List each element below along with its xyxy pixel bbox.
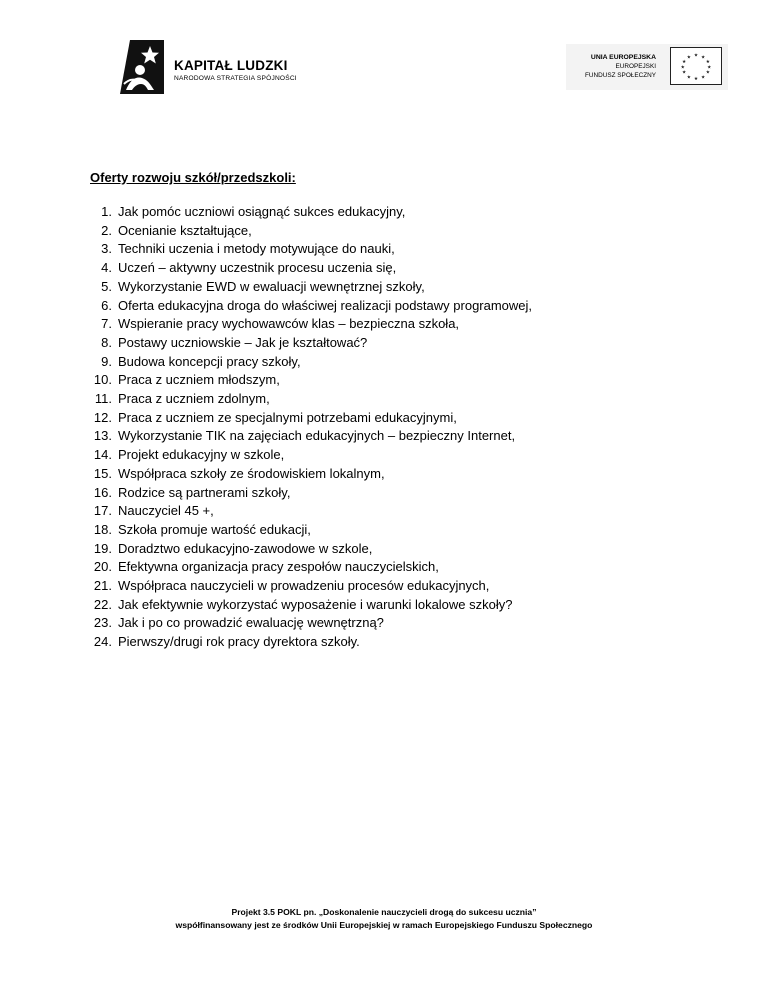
list-item-number: 2. — [101, 222, 112, 238]
list-item-text: Rodzice są partnerami szkoły, — [118, 484, 291, 500]
list-item-text: Wykorzystanie EWD w ewaluacji wewnętrznej szkoły, — [118, 278, 425, 294]
svg-text:★: ★ — [700, 55, 706, 61]
list-item-text: Praca z uczniem zdolnym, — [118, 391, 270, 407]
svg-text:★: ★ — [682, 70, 687, 76]
list-item-text: Wspieranie pracy wychowawców klas – bezpieczna szkoła, — [118, 316, 460, 332]
list-item-number: 10. — [93, 372, 112, 388]
list-item — [90, 484, 532, 503]
list-item — [90, 297, 532, 316]
list-item-text: Wykorzystanie TIK na zajęciach edukacyjnych – bezpieczny Internet, — [118, 428, 516, 444]
list-item — [90, 222, 532, 241]
list-item — [90, 577, 532, 596]
list-item — [90, 240, 532, 259]
kapital-ludzki-title: KAPITAŁ LUDZKI — [174, 58, 288, 73]
page-footer — [0, 906, 768, 932]
list-item-text: Efektywna organizacja pracy zespołów nauczycielskich, — [118, 559, 439, 575]
list-item-text: Ocenianie kształtujące, — [118, 222, 252, 238]
list-item-number: 16. — [93, 484, 112, 500]
eu-flag-icon — [670, 47, 722, 85]
list-item-number: 5. — [101, 278, 112, 294]
list-item-number: 11. — [94, 391, 112, 407]
list-item-number: 6. — [101, 297, 112, 313]
list-item-number: 19. — [93, 540, 112, 556]
list-item-number: 1. — [101, 204, 112, 219]
svg-text:★: ★ — [693, 53, 699, 59]
svg-text:★: ★ — [707, 65, 712, 71]
footer-line-2: współfinansowany jest ze środków Unii Europejskiej w ramach Europejskiego Funduszu Społecznego — [175, 920, 593, 930]
list-item-text: Uczeń – aktywny uczestnik procesu uczenia się, — [118, 260, 397, 276]
list-item — [90, 334, 532, 353]
kapital-ludzki-subtitle: NARODOWA STRATEGIA SPÓJNOŚCI — [174, 75, 297, 82]
list-item-text: Jak pomóc uczniowi osiągnąć sukces edukacyjny, — [118, 204, 406, 219]
list-item — [90, 614, 532, 633]
list-item — [90, 465, 532, 484]
list-item-text: Postawy uczniowskie – Jak je kształtować? — [118, 334, 368, 350]
svg-text:★: ★ — [682, 60, 687, 66]
list-item-number: 13. — [93, 428, 112, 444]
eu-line1: UNIA EUROPEJSKA — [590, 54, 656, 61]
eu-fund-text — [585, 53, 656, 80]
list-item-text: Jak efektywnie wykorzystać wyposażenie i warunki lokalowe szkoły? — [118, 596, 513, 612]
list-item-text: Współpraca szkoły ze środowiskiem lokalnym, — [118, 465, 385, 481]
list-item — [90, 427, 532, 446]
list-item — [90, 315, 532, 334]
svg-text:★: ★ — [693, 77, 699, 83]
list-item-number: 22. — [93, 596, 112, 612]
eu-fund-logo — [566, 44, 728, 90]
list-item-number: 8. — [101, 334, 112, 350]
list-item-text: Projekt edukacyjny w szkole, — [118, 447, 285, 463]
svg-text:★: ★ — [705, 60, 710, 66]
footer-line-1: Projekt 3.5 POKL pn. „Doskonalenie nauczycieli drogą do sukcesu ucznia” — [231, 907, 537, 917]
list-item-text: Techniki uczenia i metody motywujące do nauki, — [118, 241, 395, 257]
list-item — [90, 390, 532, 409]
section-title: Oferty rozwoju szkół/przedszkoli: — [90, 170, 296, 185]
list-item-number: 4. — [101, 260, 112, 276]
list-item-number: 18. — [93, 521, 112, 537]
kapital-ludzki-icon — [120, 40, 164, 94]
eu-line2: EUROPEJSKI — [615, 63, 656, 70]
list-item-text: Współpraca nauczycieli w prowadzeniu procesów edukacyjnych, — [118, 578, 490, 594]
list-item — [90, 502, 532, 521]
list-item — [90, 203, 532, 222]
offer-list — [90, 203, 532, 652]
list-item-text: Budowa koncepcji pracy szkoły, — [118, 353, 301, 369]
list-item-number: 12. — [93, 409, 112, 425]
list-item — [90, 371, 532, 390]
list-item — [90, 259, 532, 278]
svg-text:★: ★ — [680, 65, 685, 71]
list-item — [90, 521, 532, 540]
svg-text:★: ★ — [705, 70, 710, 76]
list-item — [90, 278, 532, 297]
eu-line3: FUNDUSZ SPOŁECZNY — [584, 72, 656, 79]
list-item — [90, 409, 532, 428]
list-item-text: Praca z uczniem młodszym, — [118, 372, 280, 388]
kapital-ludzki-logo — [120, 40, 320, 98]
list-item-number: 3. — [101, 241, 112, 257]
list-item-text: Oferta edukacyjna droga do właściwej realizacji podstawy programowej, — [118, 297, 533, 313]
list-item-text: Doradztwo edukacyjno-zawodowe w szkole, — [118, 540, 373, 556]
svg-text:★: ★ — [686, 55, 692, 61]
list-item-number: 23. — [93, 615, 112, 631]
list-item-text: Praca z uczniem ze specjalnymi potrzebami edukacyjnymi, — [118, 409, 457, 425]
list-item-number: 14. — [93, 447, 112, 463]
list-item — [90, 558, 532, 577]
list-item-number: 9. — [101, 353, 112, 369]
list-item-number: 21. — [93, 578, 112, 594]
list-item-number: 15. — [93, 465, 112, 481]
svg-text:★: ★ — [686, 75, 692, 81]
list-item-text: Szkoła promuje wartość edukacji, — [118, 521, 311, 537]
list-item — [90, 446, 532, 465]
svg-text:★: ★ — [700, 75, 706, 81]
list-item-text: Pierwszy/drugi rok pracy dyrektora szkoły. — [118, 634, 360, 650]
list-item-number: 17. — [93, 503, 112, 519]
list-item-text: Jak i po co prowadzić ewaluację wewnętrzną? — [118, 615, 384, 631]
list-item — [90, 633, 532, 652]
list-item — [90, 353, 532, 372]
list-item-number: 20. — [93, 559, 112, 575]
list-item-number: 7. — [101, 316, 112, 332]
list-item-number: 24. — [93, 634, 112, 650]
list-item — [90, 540, 532, 559]
list-item-text: Nauczyciel 45 +, — [118, 503, 214, 519]
list-item — [90, 596, 532, 615]
